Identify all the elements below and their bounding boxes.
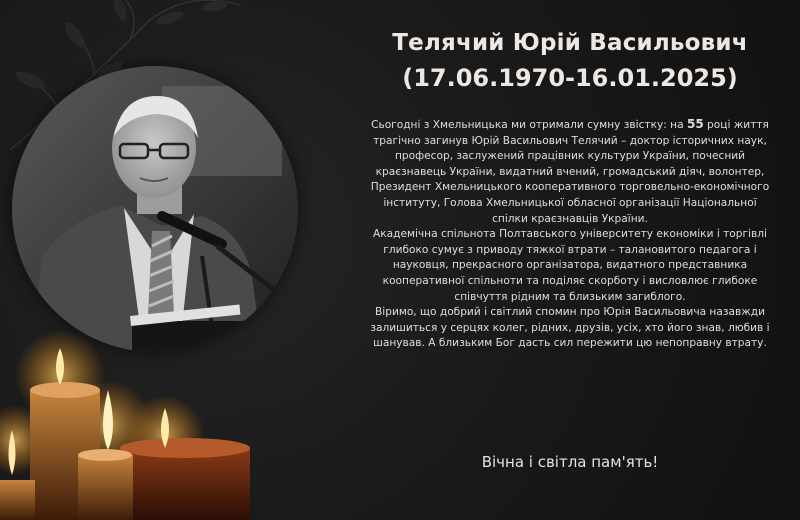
life-dates: (17.06.1970-16.01.2025)	[402, 64, 738, 92]
portrait-photo	[12, 66, 298, 352]
age-number: 55	[686, 117, 704, 131]
obituary-text	[366, 117, 774, 352]
portrait-photo-icon	[12, 66, 298, 352]
paragraph-remembrance: Віримо, що добрий і світлий спомин про Юрія Васильовича назавжди залишиться у серцях колег, рідних, друзів, усіх, хто його знав, любив і шанував. А близьким Бог дасть сил пережити цю непоправну втрату.	[370, 306, 770, 350]
paragraph-announcement	[366, 117, 774, 227]
deceased-name: Телячий Юрій Васильович	[392, 30, 748, 56]
paragraph-condolence: Академічна спільнота Полтавського університету економіки і торгівлі глибоко сумує з приводу тяжкої втрати – талановитого педагога і науковця, прекрасного організатора, видатного представника кооперативної спільноти та поділяє скорботу і висловлює глибоке співчуття рідним та близьким загиблого.	[373, 228, 767, 303]
candles-image	[0, 330, 250, 520]
paragraph-announcement-end: році життя трагічно загинув Юрій Васильович Телячий – доктор історичних наук, професор, заслужений працівник культури України, почесний краєзнавець України, видатний вчений, громадський діяч, волонтер, Президент Хмельницького кооперативного торговельно-економічного інституту, Голова Хмельницької обласної організації Національної спілки краєзнавців України.	[370, 119, 770, 225]
eternal-memory-line: Вічна і світла пам'ять!	[481, 453, 659, 471]
paragraph-announcement-start: Сьогодні з Хмельницька ми отримали сумну звістку: на	[371, 119, 687, 131]
